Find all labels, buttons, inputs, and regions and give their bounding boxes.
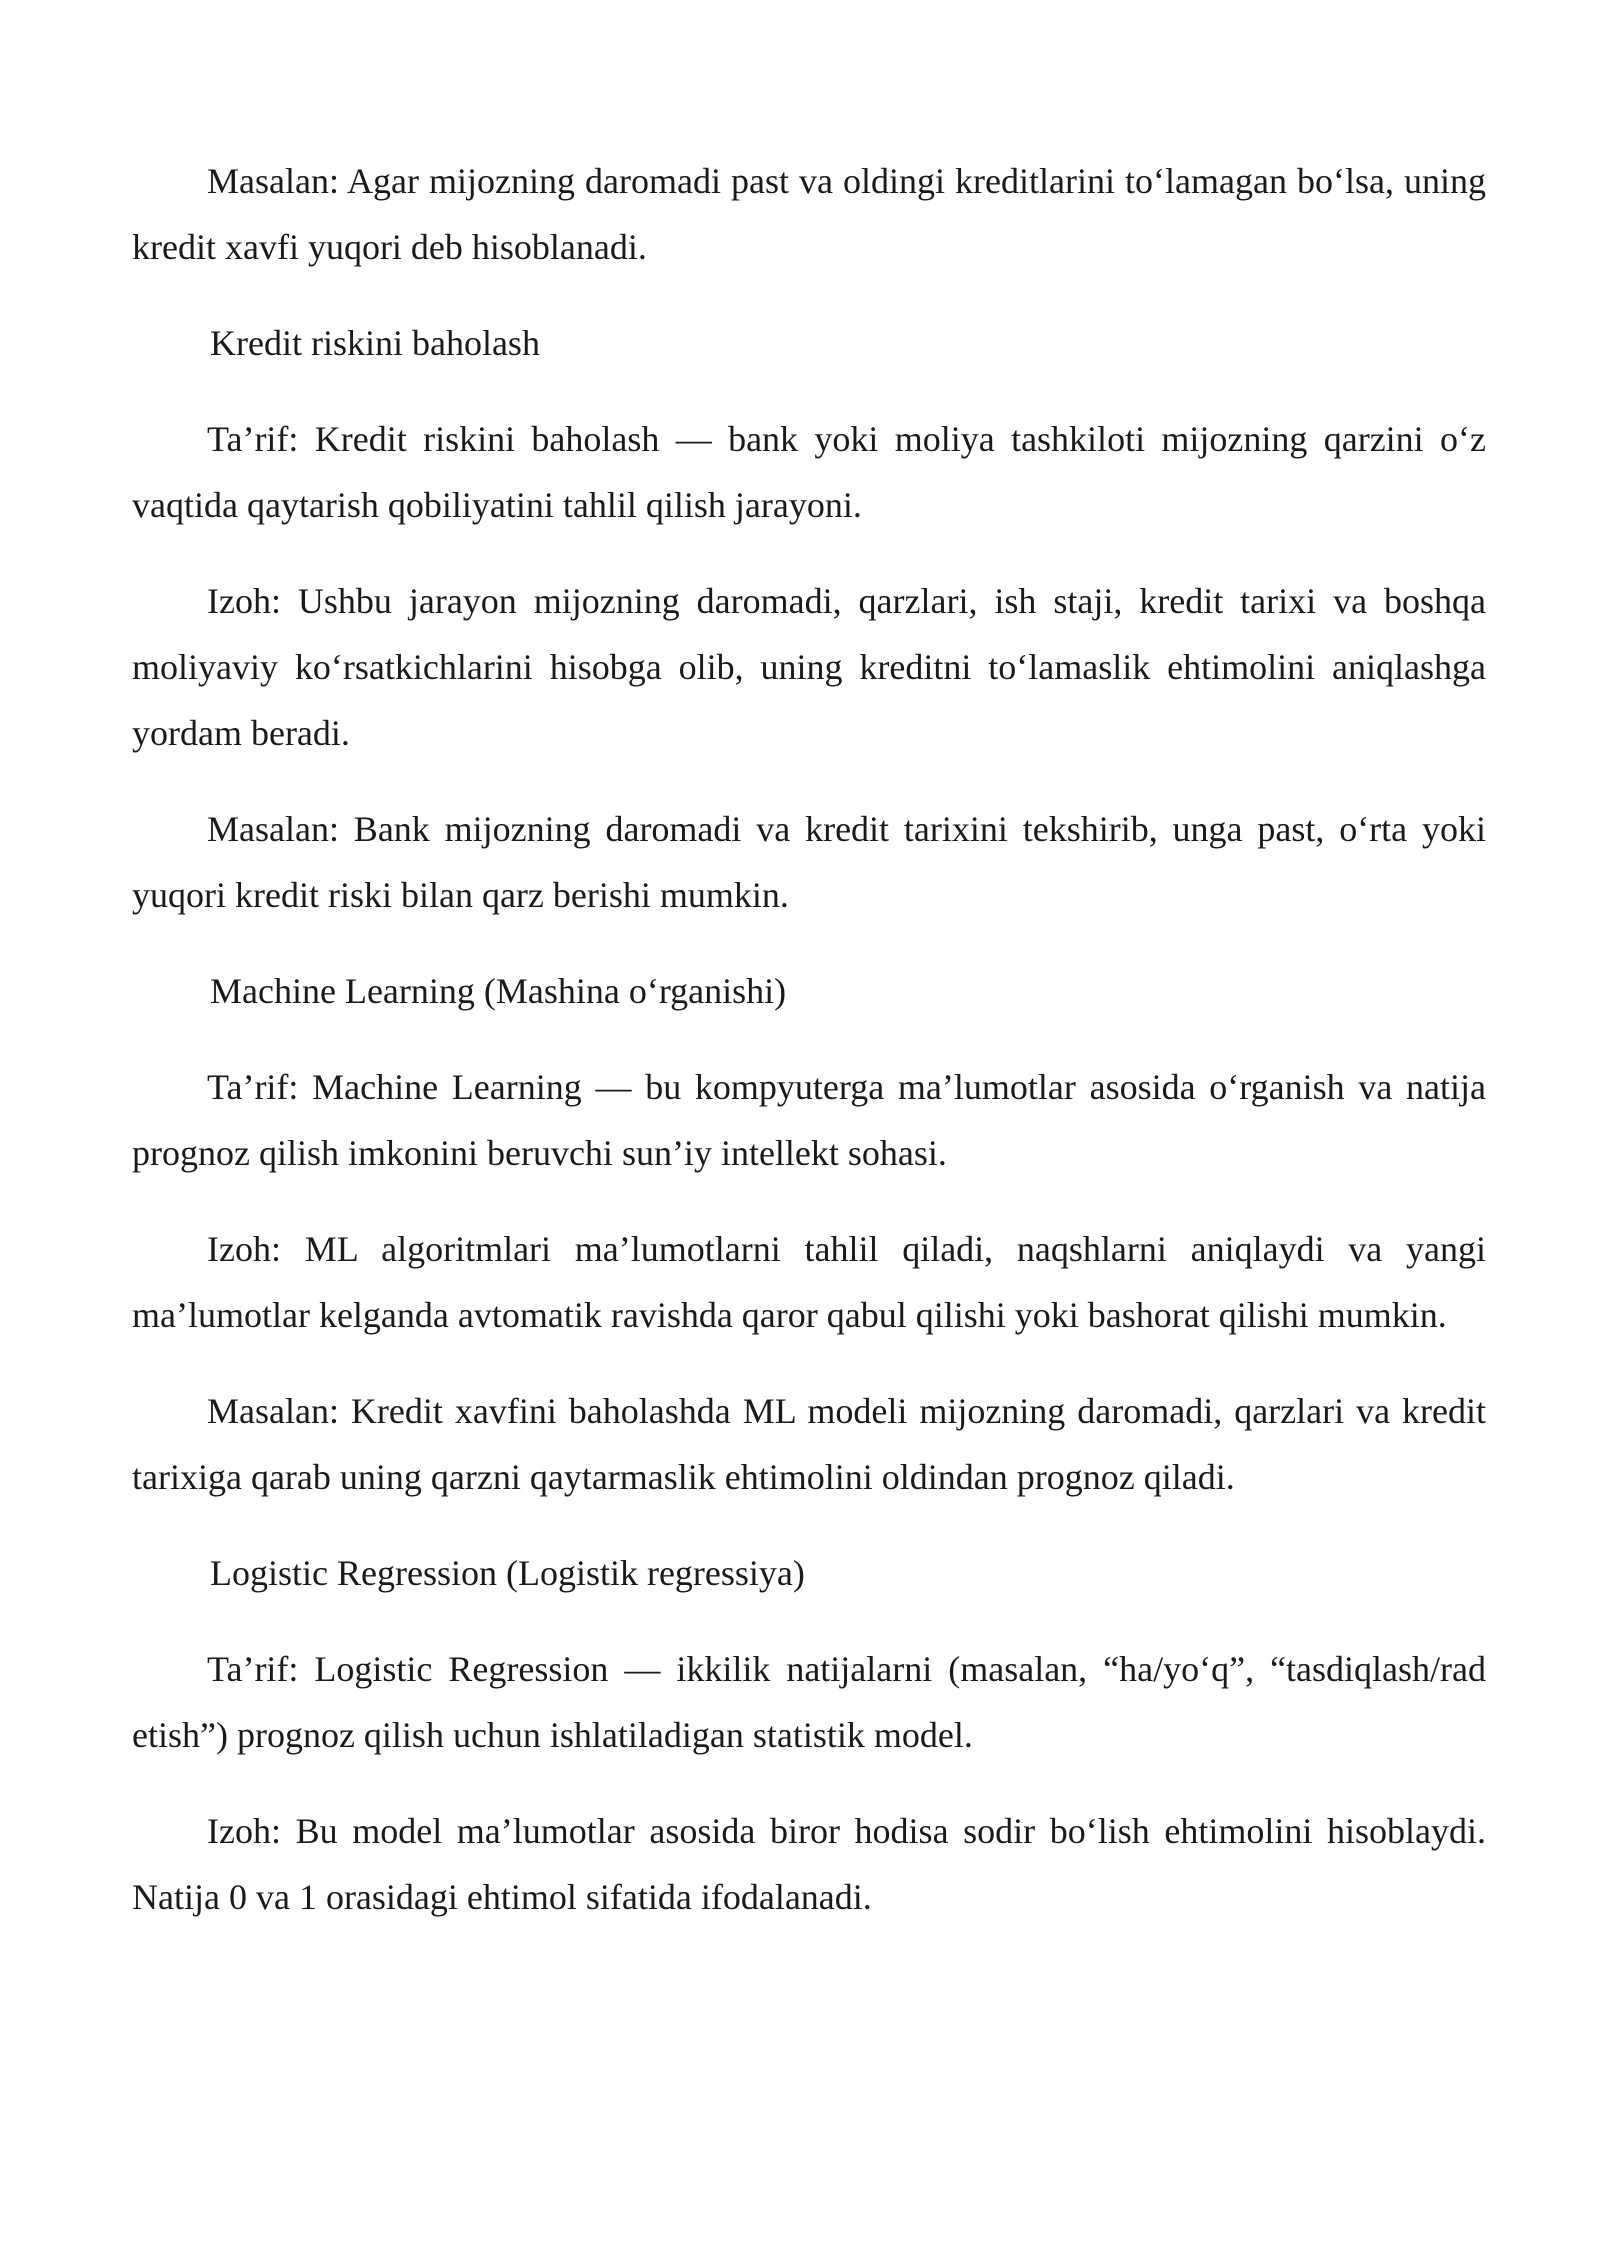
- paragraph-masalan-machine-learning: Masalan: Kredit xavfini baholashda ML modeli mijozning daromadi, qarzlari va kredit tarixiga qarab uning qarzni qaytarmaslik ehtimolini oldindan prognoz qiladi.: [132, 1391, 1486, 1497]
- document-body: [132, 148, 1486, 1960]
- paragraph-izoh-kredit-riski: Izoh: Ushbu jarayon mijozning daromadi, qarzlari, ish staji, kredit tarixi va boshqa moliyaviy ko‘rsatkichlarini hisobga olib, uning kreditni to‘lamaslik ehtimolini aniqlashga yordam beradi.: [132, 581, 1486, 753]
- paragraph-masalan-1: Masalan: Agar mijozning daromadi past va oldingi kreditlarini to‘lamagan bo‘lsa, uning kredit xavfi yuqori deb hisoblanadi.: [132, 161, 1486, 267]
- paragraph-izoh-logistic-regression: Izoh: Bu model ma’lumotlar asosida biror hodisa sodir bo‘lish ehtimolini hisoblaydi. Natija 0 va 1 orasidagi ehtimol sifatida ifodalanadi.: [132, 1811, 1486, 1917]
- section-heading-machine-learning: Machine Learning (Mashina o‘rganishi): [210, 971, 787, 1011]
- paragraph-tarif-kredit-riski: Ta’rif: Kredit riskini baholash — bank yoki moliya tashkiloti mijozning qarzini o‘z vaqtida qaytarish qobiliyatini tahlil qilish jarayoni.: [132, 419, 1486, 525]
- paragraph-izoh-machine-learning: Izoh: ML algoritmlari ma’lumotlarni tahlil qiladi, naqshlarni aniqlaydi va yangi ma’lumotlar kelganda avtomatik ravishda qaror qabul qilishi yoki bashorat qilishi mumkin.: [132, 1229, 1486, 1335]
- paragraph-tarif-logistic-regression: Ta’rif: Logistic Regression — ikkilik natijalarni (masalan, “ha/yo‘q”, “tasdiqlash/rad etish”) prognoz qilish uchun ishlatiladigan statistik model.: [132, 1649, 1486, 1755]
- paragraph-tarif-machine-learning: Ta’rif: Machine Learning — bu kompyuterga ma’lumotlar asosida o‘rganish va natija prognoz qilish imkonini beruvchi sun’iy intellekt sohasi.: [132, 1067, 1486, 1173]
- section-heading-kredit-riskini-baholash: Kredit riskini baholash: [210, 323, 540, 363]
- paragraph-masalan-kredit-riski: Masalan: Bank mijozning daromadi va kredit tarixini tekshirib, unga past, o‘rta yoki yuqori kredit riski bilan qarz berishi mumkin.: [132, 809, 1486, 915]
- section-heading-logistic-regression: Logistic Regression (Logistik regressiya): [210, 1553, 805, 1593]
